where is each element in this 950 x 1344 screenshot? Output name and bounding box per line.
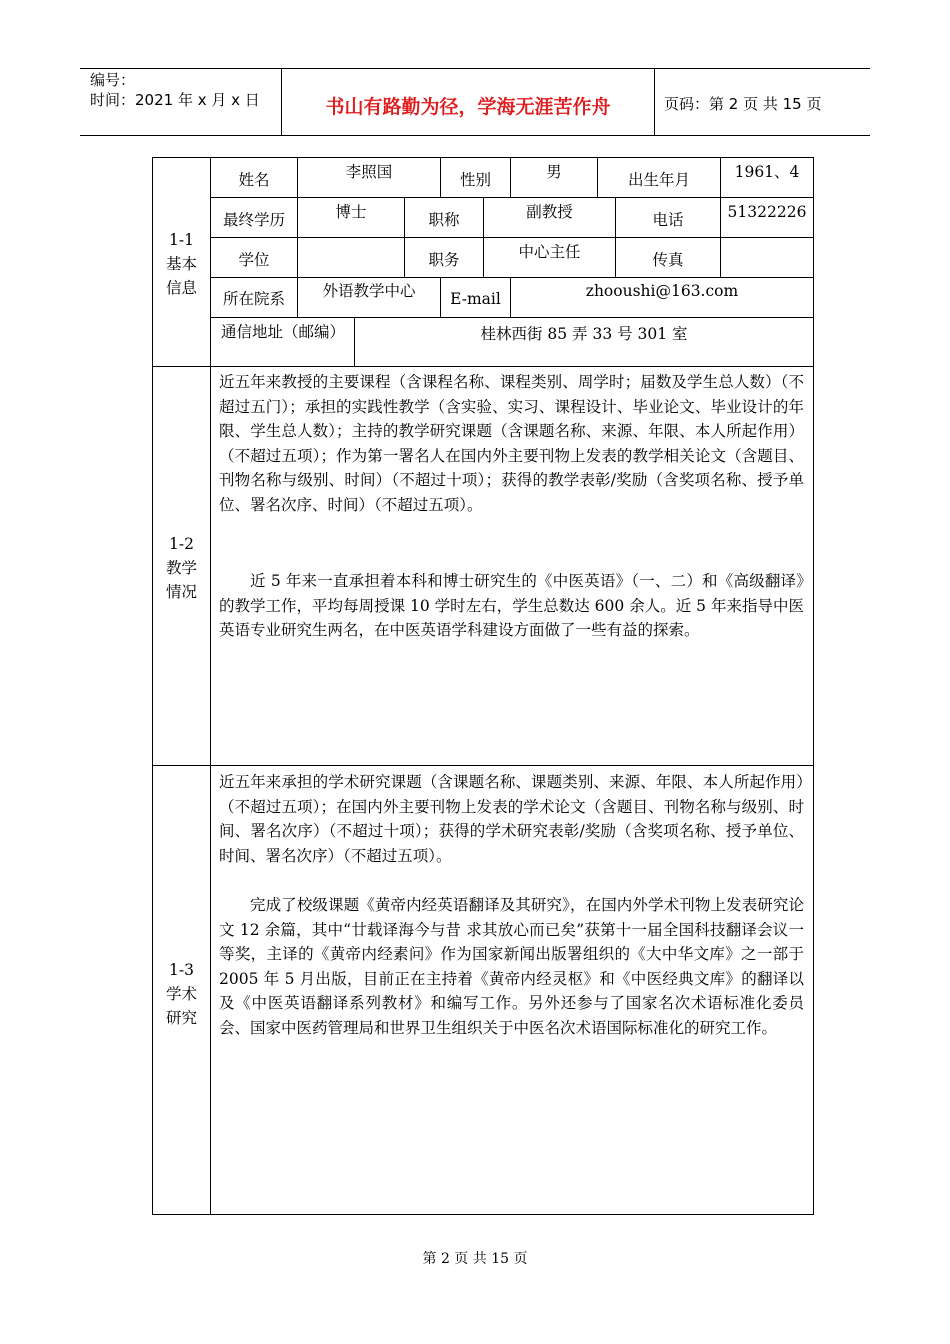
- section-teaching-num: 1-2: [169, 535, 194, 553]
- research-content: 完成了校级课题《黄帝内经英语翻译及其研究》，在国内外学术刊物上发表研究论文 12 余篇，其中“廿载译海今与昔 求其放心而已矣”获第十一届全国科技翻译会议一等奖，主译的《黄帝内经素问》作为国家新闻出版署组织的《大中华文库》之一部于 2005 年 5 月出版，目前正在主持着《黄帝内经灵枢》和《中医经典文库》的翻译以及《中医英语翻译系列教材》和编写工作。另外还参与了国家名次术语标准化委员会、国家中医药管理局和世界卫生组织关于中医名次术语国际标准化的研究工作。: [219, 896, 804, 1037]
- section-basic-num: 1-1: [169, 231, 194, 249]
- birth-label: 出生年月: [627, 171, 690, 189]
- research-instruction: 近五年来承担的学术研究课题（含课题名称、课题类别、来源、年限、本人所起作用）（不超过五项）；在国内外主要刊物上发表的学术论文（含题目、刊物名称与级别、时间、署名次序）（不超过十项）；获得的学术研究表彰/奖励（含奖项名称、授予单位、时间、署名次序）（不超过五项）。: [219, 773, 804, 865]
- section-basic-text: 基本信息: [165, 255, 197, 297]
- fax-label: 传真: [652, 251, 684, 269]
- name-value: 李照国: [345, 163, 393, 181]
- section-research-text: 学术研究: [165, 985, 197, 1027]
- education-value: 博士: [335, 203, 367, 221]
- email-label: E-mail: [450, 290, 501, 308]
- email-value: zhooushi@163.com: [585, 282, 739, 300]
- header-code-label: 编号：: [90, 71, 136, 89]
- name-label: 姓名: [238, 171, 270, 189]
- education-label: 最终学历: [222, 211, 285, 229]
- section-teaching-text: 教学情况: [165, 559, 197, 601]
- gender-label: 性别: [459, 171, 491, 189]
- address-label: 通信地址（邮编）: [220, 323, 345, 341]
- gender-value: 男: [546, 163, 562, 181]
- phone-value: 51322226: [727, 203, 807, 221]
- title-value: 副教授: [526, 203, 573, 221]
- section-teaching-label: [153, 532, 210, 604]
- page-footer: 第 2 页 共 15 页: [422, 1251, 528, 1267]
- section-research-num: 1-3: [169, 961, 194, 979]
- header-time: 时间：2021 年 x 月 x 日: [90, 91, 260, 109]
- birth-value: 1961、4: [734, 163, 800, 181]
- position-value: 中心主任: [518, 243, 581, 261]
- section-basic-label: [153, 228, 210, 300]
- position-label: 职务: [428, 251, 460, 269]
- phone-label: 电话: [652, 211, 684, 229]
- title-label: 职称: [428, 211, 460, 229]
- header-page-info: 页码：第 2 页 共 15 页: [664, 95, 822, 113]
- teaching-content: 近 5 年来一直承担着本科和博士研究生的《中医英语》（一、二）和《高级翻译》的教学工作，平均每周授课 10 学时左右，学生总数达 600 余人。近 5 年来指导中医英语专业研究生两名，在中医英语学科建设方面做了一些有益的探索。: [219, 572, 804, 639]
- section-research-label: [153, 958, 210, 1030]
- department-label: 所在院系: [222, 290, 285, 308]
- degree-label: 学位: [238, 251, 270, 269]
- department-value: 外语教学中心: [322, 282, 416, 300]
- header-motto: 书山有路勤为径，学海无涯苦作舟: [325, 96, 611, 118]
- address-value: 桂林西街 85 弄 33 号 301 室: [480, 325, 688, 343]
- teaching-instruction: 近五年来教授的主要课程（含课程名称、课程类别、周学时；届数及学生总人数）（不超过五门）；承担的实践性教学（含实验、实习、课程设计、毕业论文、毕业设计的年限、学生总人数）；主持的教学研究课题（含课题名称、来源、年限、本人所起作用）（不超过五项）；作为第一署名人在国内外主要刊物上发表的教学相关论文（含题目、刊物名称与级别、时间）（不超过十项）；获得的教学表彰/奖励（含奖项名称、授予单位、署名次序、时间）（不超过五项）。: [219, 373, 804, 514]
